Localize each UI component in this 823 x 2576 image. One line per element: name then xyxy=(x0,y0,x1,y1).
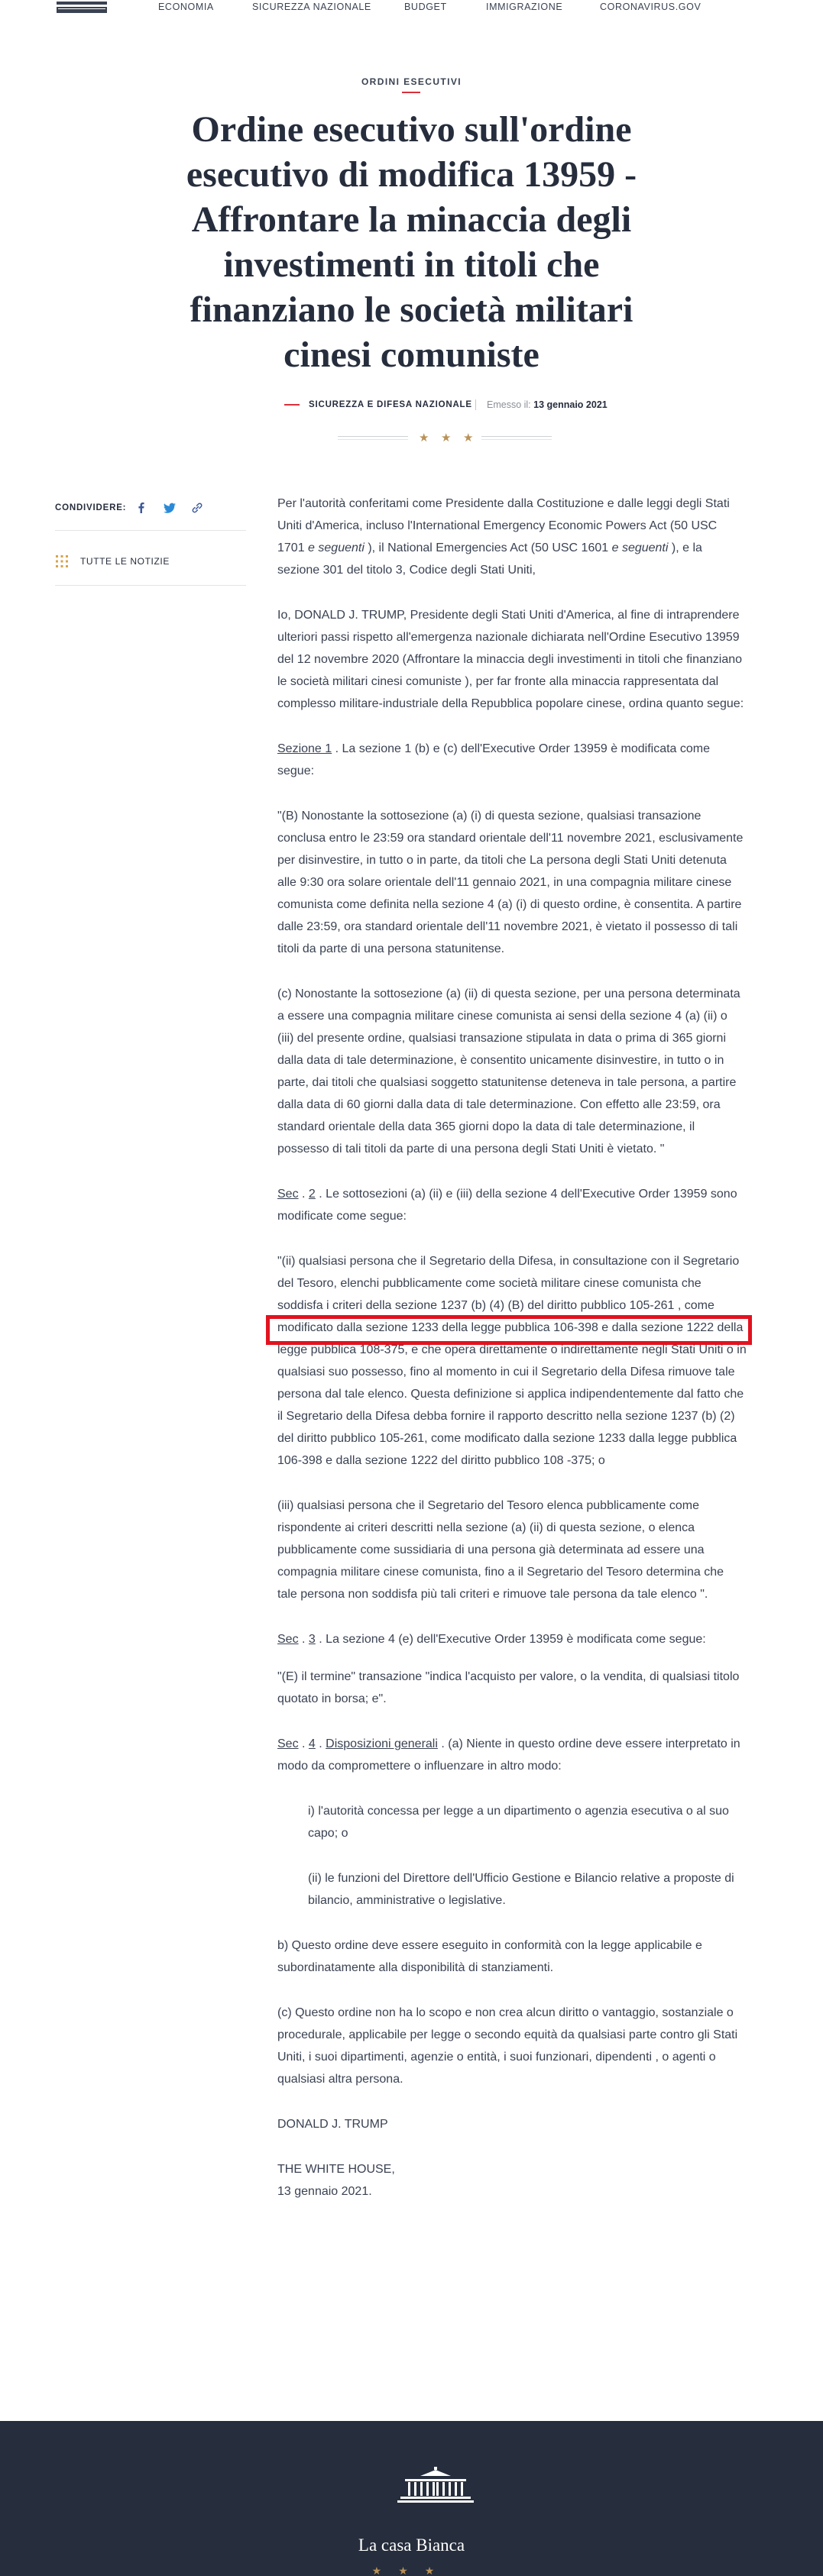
section-4c-paragraph: (c) Questo ordine non ha lo scopo e non crea alcun diritto o vantaggio, sostanziale o procedurale, applicabile per legge o secondo equità da qualsiasi parte contro gli Stati Uniti, i suoi dipartimenti, agenzie o entità, i suoi funzionari, dipendenti , o agenti o qualsiasi altra persona. xyxy=(277,2006,738,2086)
facebook-icon[interactable] xyxy=(134,500,149,516)
section-2-iii-paragraph: (iii) qualsiasi persona che il Segretario del Tesoro elenca pubblicamente come rispondente ai criteri descritti nella sezione (a) (ii) di questa sezione, o elenca pubblicamente come sussidiaria di una persona già determinata ad essere una compagnia militare cinese comunista, fino a il Segretario del Tesoro determina che tale persona non soddisfa più tali criteri e rimuove tale persona da tale elenco ". xyxy=(277,1499,724,1601)
section-4b-paragraph: b) Questo ordine deve essere eseguito in conformità con la legge applicabile e subordinatamente alla disponibilità di stanziamenti. xyxy=(277,1939,702,1974)
star-icon: ★ xyxy=(424,2565,452,2576)
footer-site-name[interactable]: La casa Bianca xyxy=(358,2536,465,2555)
divider-line-right-2 xyxy=(481,439,552,440)
section-2-ii-paragraph: "(ii) qualsiasi persona che il Segretario della Difesa, in consultazione con il Segretario del Tesoro, elenchi pubblicamente come società militare cinese comunista che soddisfa i criteri della sezione 1237 (b) (4) (B) del diritto pubblico 105-261 , come modificato dalla sezione 1233 della legge pubblica 106-398 e dalla sezione 1222 della legge pubblica 108-375, e che opera direttamente o indirettamente negli Stati Uniti o in qualsiasi suo possesso, fino al momento in cui il Segretario della Difesa rimuove tale persona dal tale elenco. Questa definizione si applica indipendentemente dal fatto che il Segretario della Difesa debba fornire il rapporto descritto nella sezione 1237 (b) (2) del diritto pubblico 105-261, come modificato dalla sezione 1233 dalla legge pubblica 106-398 e dalla sezione 1222 del diritto pubblico 108 -375; o xyxy=(277,1255,747,1467)
section-2-paragraph: Sec . 2 . Le sottosezioni (a) (ii) e (iii) della sezione 4 dell'Executive Order 13959 sono modificate come segue: xyxy=(277,1188,737,1223)
category-rule xyxy=(284,404,300,406)
highlight-annotation-box xyxy=(266,1315,752,1345)
section-3-e-paragraph: "(E) il termine" transazione "indica l'acquisto per valore, o la vendita, di qualsiasi titolo quotato in borsa; e". xyxy=(277,1670,740,1705)
issued-label: Emesso il: xyxy=(487,399,534,410)
top-nav xyxy=(0,0,823,20)
sidebar-divider xyxy=(55,585,246,586)
star-icon: ★ xyxy=(419,431,429,444)
section-number-link[interactable]: 3 xyxy=(308,1633,316,1646)
twitter-icon[interactable] xyxy=(162,500,177,516)
section-1c-paragraph: (c) Nonostante la sottosezione (a) (ii) di questa sezione, per una persona determinata a essere una compagnia militare cinese comunista ai sensi della sezione 4 (a) (ii) o (iii) del presente ordine, qualsiasi transazione stipulata in data o prima di 365 giorni dalla data di tale determinazione, è consentito unicamente disinvestire, in tutto o in parte, dai titoli che qualsiasi soggetto statunitense deteneva in tale persona, a partire dalla data di 60 giorni dalla data di tale determinazione. Con effetto alle 23:59, ora standard orientale della data 365 giorni dopo la data di tale determinazione, il possesso di tali titoli da parte di una persona degli Stati Uniti è vietato. " xyxy=(277,987,740,1155)
divider-line-right xyxy=(481,436,552,437)
white-house-logo[interactable] xyxy=(397,2465,474,2505)
nav-link-sicurezza-nazionale[interactable]: SICUREZZA NAZIONALE xyxy=(252,2,371,12)
meta-separator xyxy=(475,399,476,410)
footer-stars xyxy=(0,2565,823,2576)
white-house-logo[interactable] xyxy=(55,0,109,14)
section-1-paragraph: Sezione 1 . La sezione 1 (b) e (c) dell'Executive Order 13959 è modificata come segue: xyxy=(277,742,711,777)
sec-link[interactable]: Sec xyxy=(277,1633,299,1646)
site-footer xyxy=(0,2421,823,2576)
order-intro-paragraph: Io, DONALD J. TRUMP, Presidente degli Stati Uniti d'America, al fine di intraprendere ulteriori passi rispetto all'emergenza nazionale dichiarata nell'Ordine Esecutivo 13959 del 12 novembre 2020 (Affrontare la minaccia degli investimenti in titoli che finanziano le società militari cinesi comuniste ), per far fronte alla minaccia rappresentata dal complesso militare-industriale della Repubblica popolare cinese, ordina quanto segue: xyxy=(277,609,744,710)
section-number-link[interactable]: 4 xyxy=(308,1737,316,1750)
signature-date: 13 gennaio 2021. xyxy=(277,2185,372,2198)
section-number-link[interactable]: 2 xyxy=(308,1188,316,1201)
signature: DONALD J. TRUMP xyxy=(277,2118,388,2131)
stars-divider xyxy=(0,432,823,448)
nav-link-immigrazione[interactable]: IMMIGRAZIONE xyxy=(486,2,563,12)
star-icon: ★ xyxy=(398,2565,425,2576)
grid-icon xyxy=(55,554,69,568)
divider-line-left xyxy=(338,436,408,437)
link-icon[interactable] xyxy=(190,500,205,516)
section-3-paragraph: Sec . 3 . La sezione 4 (e) dell'Executive Order 13959 è modificata come segue: xyxy=(277,1633,706,1646)
section-4-paragraph: Sec . 4 . Disposizioni generali . (a) Niente in questo ordine deve essere interpretato in modo da compromettere o influenzare in altro modo: xyxy=(277,1737,740,1773)
nav-link-budget[interactable]: BUDGET xyxy=(404,2,447,12)
eyebrow-underline xyxy=(402,92,420,93)
post-meta xyxy=(0,397,823,412)
section-1-link[interactable]: Sezione 1 xyxy=(277,742,332,755)
section-1b-paragraph: "(B) Nonostante la sottosezione (a) (i) di questa sezione, qualsiasi transazione conclusa entro le 23:59 ora standard orientale dell'11 novembre 2021, esclusivamente per disinvestire, in tutto o in parte, da titoli che La persona degli Stati Uniti detenuta alle 9:30 ora solare orientale dell'11 gennaio 2021, in una compagnia militare cinese comunista come definita nella sezione 4 (a) (i) di questo ordine, è consentita. A partire dalle 23:59, ora standard orientale dell'11 novembre 2021, è vietato il possesso di tali titoli da parte di una persona statunitense. xyxy=(277,810,744,955)
divider-line-left-2 xyxy=(338,439,408,440)
star-icon: ★ xyxy=(441,431,452,444)
sec-link[interactable]: Sec xyxy=(277,1737,299,1750)
article-body xyxy=(277,493,747,2225)
section-4-i-paragraph: i) l'autorità concessa per legge a un dipartimento o agenzia esecutiva o al suo capo; o xyxy=(308,1805,729,1840)
nav-link-economia[interactable]: ECONOMIA xyxy=(158,2,214,12)
section-4-ii-paragraph: (ii) le funzioni del Direttore dell'Ufficio Gestione e Bilancio relative a proposte di bilancio, amministrative o legislative. xyxy=(308,1872,734,1907)
general-provisions-link[interactable]: Disposizioni generali xyxy=(326,1737,438,1750)
star-icon: ★ xyxy=(371,2565,399,2576)
signature-block xyxy=(277,2158,747,2203)
nav-link-coronavirus[interactable]: CORONAVIRUS.GOV xyxy=(600,2,701,12)
issued-date-value: 13 gennaio 2021 xyxy=(533,399,608,410)
sidebar-divider xyxy=(55,530,246,531)
star-icon: ★ xyxy=(463,431,474,444)
category-link[interactable]: SICUREZZA E DIFESA NAZIONALE xyxy=(309,400,472,409)
preamble-paragraph: Per l'autorità conferitami come Presidente dalla Costituzione e dalle leggi degli Stati Uniti d'America, incluso l'International Emergency Economic Powers Act (50 USC 1701 e seguenti ), il National Emergencies Act (50 USC 1601 e seguenti ), e la sezione 301 del titolo 3, Codice degli Stati Uniti, xyxy=(277,497,730,577)
page-title: Ordine esecutivo sull'ordine esecutivo di modifica 13959 - Affrontare la minaccia degli investimenti in titoli che finanziano le società militari cinesi comuniste xyxy=(186,109,637,375)
sec-link[interactable]: Sec xyxy=(277,1188,299,1201)
page-eyebrow[interactable]: ORDINI ESECUTIVI xyxy=(361,76,462,87)
signature-place: THE WHITE HOUSE, xyxy=(277,2163,395,2176)
issued-date xyxy=(487,397,608,412)
share-label: CONDIVIDERE: xyxy=(55,503,127,512)
all-news-label[interactable]: TUTTE LE NOTIZIE xyxy=(80,556,170,567)
